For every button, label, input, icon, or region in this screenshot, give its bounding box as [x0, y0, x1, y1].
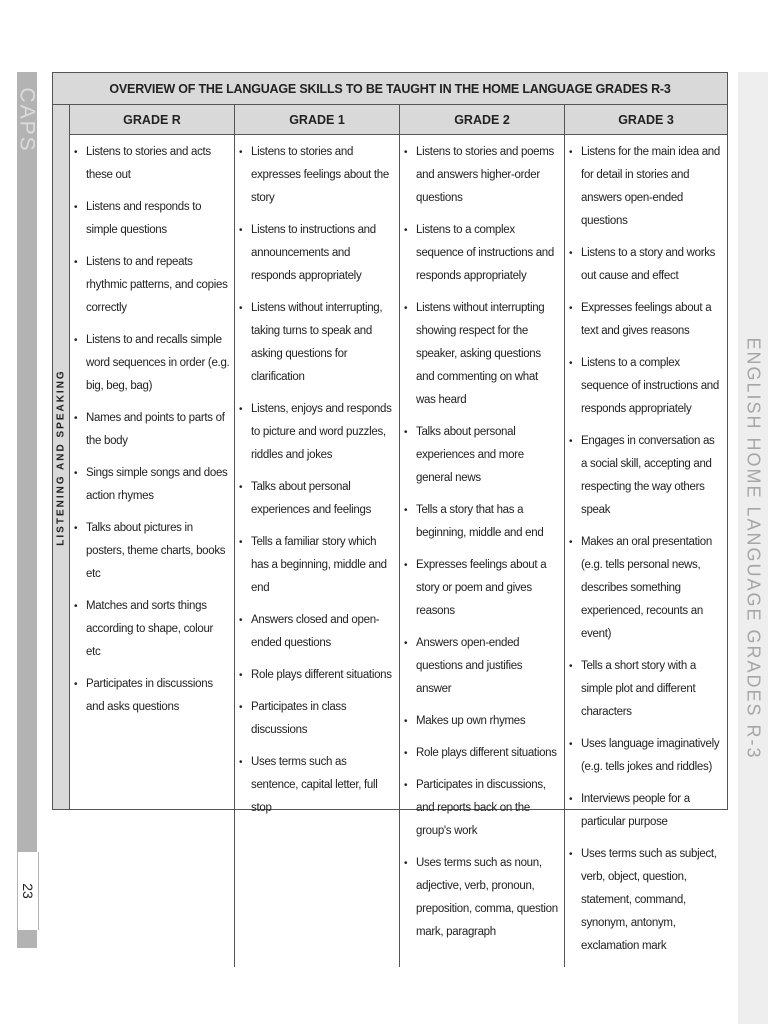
skill-item: • Listens, enjoys and responds to picture and word puzzles, riddles and jokes	[239, 398, 395, 467]
skill-item: • Listens to stories and expresses feelings about the story	[239, 141, 395, 210]
page-number-box	[17, 852, 39, 930]
table-title: OVERVIEW OF THE LANGUAGE SKILLS TO BE TAUGHT IN THE HOME LANGUAGE GRADES R-3	[53, 73, 727, 105]
skill-item: • Participates in class discussions	[239, 696, 395, 742]
left-margin-strip	[17, 72, 37, 948]
skill-item: • Listens to and recalls simple word sequences in order (e.g. big, beg, bag)	[74, 329, 230, 398]
grade-2-skills	[400, 135, 565, 967]
skill-item: • Role plays different situations	[239, 664, 395, 687]
skill-item: • Talks about personal experiences and feelings	[239, 476, 395, 522]
skill-item: • Listens to stories and acts these out	[74, 141, 230, 187]
skill-item: • Names and points to parts of the body	[74, 407, 230, 453]
grade-1-skills	[235, 135, 400, 967]
skill-item: • Interviews people for a particular purpose	[569, 788, 723, 834]
skill-item: • Matches and sorts things according to shape, colour etc	[74, 595, 230, 664]
skills-list	[569, 141, 723, 958]
skill-item: • Tells a short story with a simple plot and different characters	[569, 655, 723, 724]
skill-item: • Uses terms such as subject, verb, object, question, statement, command, synonym, antonym, exclamation mark	[569, 843, 723, 958]
skills-table	[52, 72, 728, 952]
skill-item: • Uses terms such as noun, adjective, verb, pronoun, preposition, comma, question mark, paragraph	[404, 852, 560, 944]
skill-item: • Talks about personal experiences and more general news	[404, 421, 560, 490]
skill-item: • Listens to and repeats rhythmic patterns, and copies correctly	[74, 251, 230, 320]
skill-item: • Listens to a complex sequence of instructions and responds appropriately	[404, 219, 560, 288]
column-header-grade-3: GRADE 3	[565, 105, 727, 135]
skill-item: • Talks about pictures in posters, theme charts, books etc	[74, 517, 230, 586]
skill-item: • Listens to a story and works out cause and effect	[569, 242, 723, 288]
skill-item: • Role plays different situations	[404, 742, 560, 765]
column-header-grade-r: GRADE R	[70, 105, 235, 135]
strand-label-text: LISTENING AND SPEAKING	[56, 368, 68, 546]
column-header-grade-2: GRADE 2	[400, 105, 565, 135]
skill-item: • Listens without interrupting showing respect for the speaker, asking questions and commenting on what was heard	[404, 297, 560, 412]
caps-label	[17, 72, 37, 167]
skill-item: • Expresses feelings about a story or poem and gives reasons	[404, 554, 560, 623]
skills-list	[239, 141, 395, 820]
skill-item: • Answers closed and open-ended questions	[239, 609, 395, 655]
skill-item: • Tells a story that has a beginning, middle and end	[404, 499, 560, 545]
skill-item: • Answers open-ended questions and justifies answer	[404, 632, 560, 701]
grade-r-skills	[70, 135, 235, 967]
strand-label	[53, 105, 70, 809]
skills-list	[74, 141, 230, 719]
skill-item: • Listens to a complex sequence of instructions and responds appropriately	[569, 352, 723, 421]
skill-item: • Makes up own rhymes	[404, 710, 560, 733]
skill-item: • Listens without interrupting, taking turns to speak and asking questions for clarification	[239, 297, 395, 389]
document-title-text: ENGLISH HOME LANGUAGE GRADES R-3	[743, 336, 764, 760]
document-title-vertical	[738, 72, 768, 1024]
skill-item: • Listens for the main idea and for detail in stories and answers open-ended questions	[569, 141, 723, 233]
skill-item: • Expresses feelings about a text and gives reasons	[569, 297, 723, 343]
skill-item: • Makes an oral presentation (e.g. tells personal news, describes something experienced, recounts an event)	[569, 531, 723, 646]
column-header-grade-1: GRADE 1	[235, 105, 400, 135]
skill-item: • Uses terms such as sentence, capital letter, full stop	[239, 751, 395, 820]
skill-item: • Participates in discussions and asks questions	[74, 673, 230, 719]
skill-item: • Listens to stories and poems and answers higher-order questions	[404, 141, 560, 210]
skill-item: • Engages in conversation as a social skill, accepting and respecting the way others speak	[569, 430, 723, 522]
skill-item: • Participates in discussions, and reports back on the group's work	[404, 774, 560, 843]
skill-item: • Listens and responds to simple questions	[74, 196, 230, 242]
skill-item: • Sings simple songs and does action rhymes	[74, 462, 230, 508]
page-number: 23	[19, 883, 36, 899]
skill-item: • Tells a familiar story which has a beginning, middle and end	[239, 531, 395, 600]
skill-item: • Listens to instructions and announcements and responds appropriately	[239, 219, 395, 288]
skill-item: • Uses language imaginatively (e.g. tells jokes and riddles)	[569, 733, 723, 779]
caps-label-text: CAPS	[16, 86, 39, 153]
skills-list	[404, 141, 560, 944]
grade-3-skills	[565, 135, 727, 967]
grades-grid	[70, 105, 727, 952]
